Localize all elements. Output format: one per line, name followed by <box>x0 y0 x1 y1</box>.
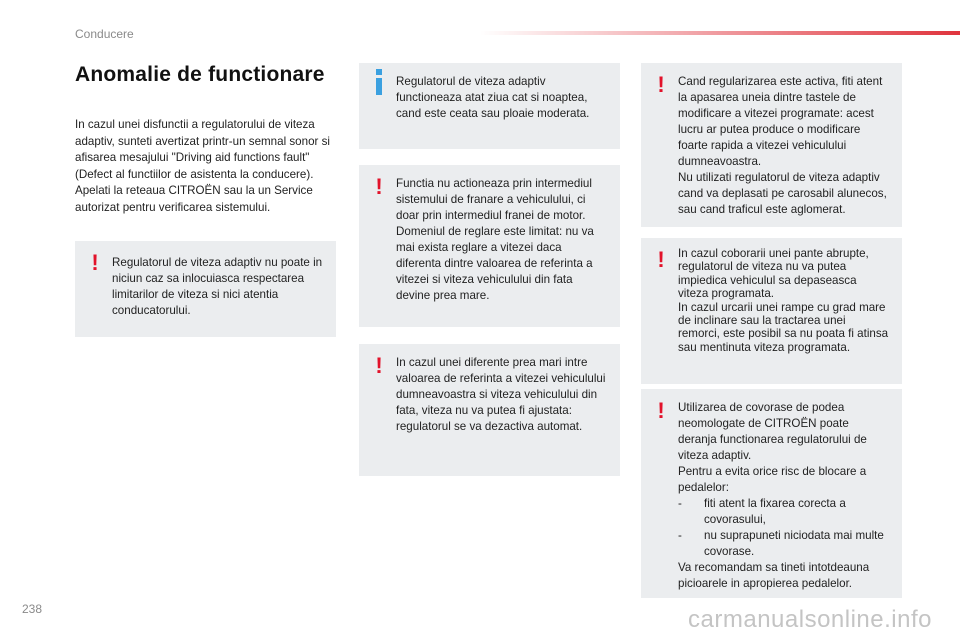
list-item <box>678 528 890 560</box>
warning-text-p2: Pentru a evita orice risc de blocare a pedalelor: <box>678 465 867 494</box>
warning-text-p1: In cazul coborarii unei pante abrupte, regulatorul de viteza nu va putea impiedica vehiculul sa depaseasca viteza programata. <box>678 247 869 301</box>
warning-text-p2: In cazul urcarii unei rampe cu grad mare de inclinare sau la tractarea unei remorci, este posibil sa nu poata fi atinsa sau mentinuta viteza programata. <box>678 300 889 354</box>
info-box-conditions <box>359 63 620 149</box>
warning-text-p2: Nu utilizati regulatorul de viteza adaptiv cand va deplasati pe carosabil alunecos, sau cand traficul este aglomerat. <box>678 171 887 216</box>
warning-text: Regulatorul de viteza adaptiv nu poate in niciun caz sa inlocuiasca respectarea limitarilor de viteza si nici atentia conducatorului. <box>112 256 323 317</box>
intro-paragraph-2: Apelati la reteaua CITROËN sau la un Service autorizat pentru verificarea sistemului. <box>75 184 313 214</box>
intro-text <box>75 117 340 216</box>
page-number: 238 <box>22 602 43 616</box>
warning-text: Functia nu actioneaza prin intermediul sistemului de franare a vehiculului, ci doar prin intermediul franei de motor. Domeniul de reglare este limitat: nu va mai exista reglare a vitezei daca diferenta dintre valoarea de referinta a vitezei si viteza vehiculului din fata devine prea mare. <box>396 177 594 302</box>
warning-icon: ! <box>375 353 383 378</box>
watermark: carmanualsonline.info <box>688 606 932 633</box>
warning-text-p1: Cand regularizarea este activa, fiti atent la apasarea uneia dintre tastele de modificare a vitezei programate: acest lucru ar putea produce o modificare foarte rapida a vitezei vehiculului dumneavoastra. <box>678 75 883 168</box>
info-text: Regulatorul de viteza adaptiv functioneaza atat ziua cat si noaptea, cand este ceata sau ploaie moderata. <box>396 75 590 120</box>
warning-icon: ! <box>91 250 99 275</box>
section-header: Conducere <box>75 27 134 41</box>
list-dash: - <box>678 497 682 510</box>
warning-box-regulation-active <box>641 63 902 227</box>
warning-text: In cazul unei diferente prea mari intre valoarea de referinta a vitezei vehiculului dumneavoastra si viteza vehiculului din fata, viteza nu va putea fi ajustata: regulatorul se va dezactiva automat. <box>396 356 606 433</box>
list-dash: - <box>678 529 682 542</box>
warning-icon: ! <box>657 72 665 97</box>
list-item-text: nu suprapuneti niciodata mai multe covorase. <box>704 529 884 558</box>
warning-text-p3: Va recomandam sa tineti intotdeauna picioarele in apropierea pedalelor. <box>678 561 870 590</box>
info-icon <box>373 69 385 97</box>
header-accent-bar <box>480 31 960 35</box>
list-item <box>678 496 890 528</box>
warning-box-engine-brake <box>359 165 620 327</box>
warning-icon: ! <box>375 174 383 199</box>
intro-paragraph-1: In cazul unei disfunctii a regulatorului de viteza adaptiv, sunteti avertizat printr-un semnal sonor si afisarea mesajului "Driving aid functions fault" (Defect al functiilor de asistenta la conducere). <box>75 118 330 181</box>
list-item-text: fiti atent la fixarea corecta a covorasului, <box>704 497 846 526</box>
warning-box-speed-limits <box>75 241 336 337</box>
warning-text-p1: Utilizarea de covorase de podea neomologate de CITROËN poate deranja functionarea regulatorului de viteza adaptiv. <box>678 401 867 462</box>
page-title: Anomalie de functionare <box>75 63 325 86</box>
warning-box-speed-difference <box>359 344 620 476</box>
warning-icon: ! <box>657 247 665 272</box>
warning-box-floor-mats <box>641 389 902 598</box>
warning-icon: ! <box>657 398 665 423</box>
warning-box-steep-slope <box>641 238 902 384</box>
